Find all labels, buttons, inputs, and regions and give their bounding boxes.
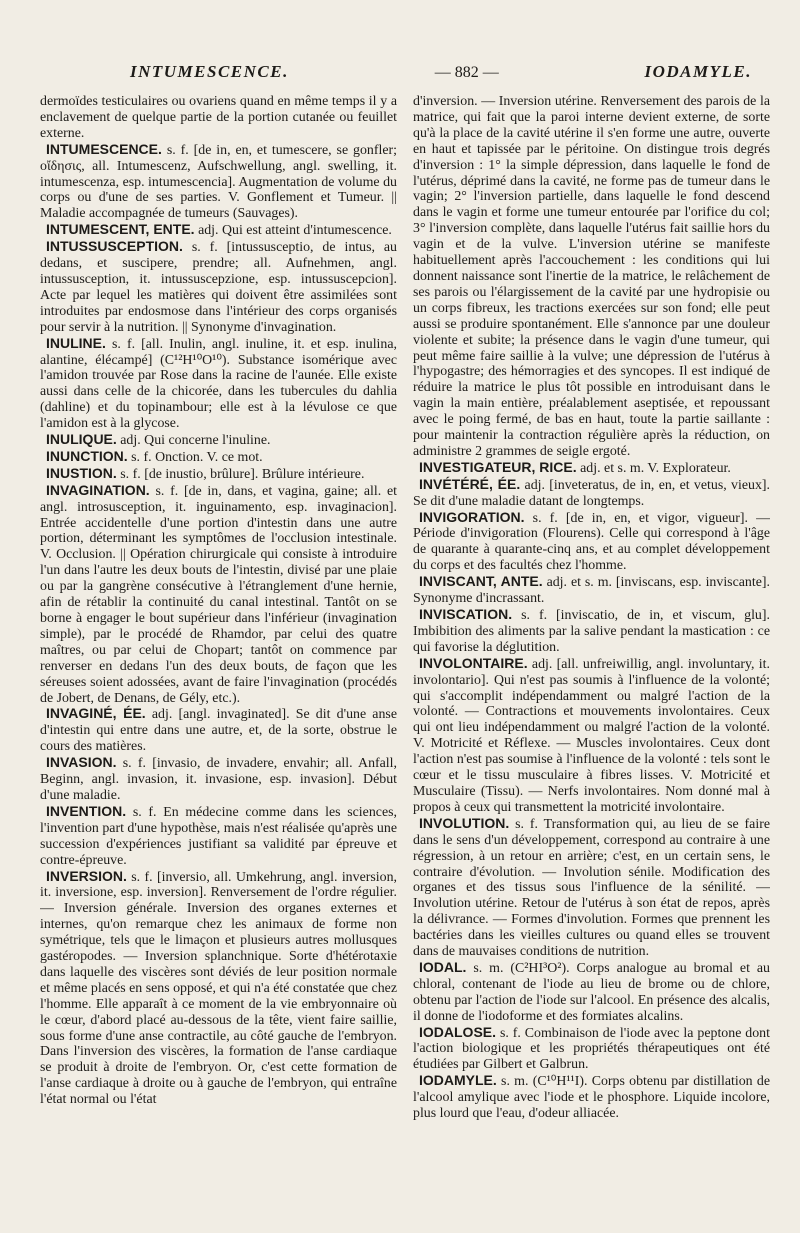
dictionary-entry bbox=[413, 1073, 770, 1122]
entry-headword: INVISCATION. bbox=[419, 606, 513, 622]
entry-headword: INVENTION. bbox=[46, 802, 127, 819]
dictionary-entry bbox=[40, 432, 397, 449]
entry-definition: adj. [all. unfreiwillig, angl. involuntary, it. involontario]. Qui n'est pas soumis à l'influence de la volonté; qui s'accomplit indépendamment ou malgré l'action de la volonté. — Contractions et mouvements involontaires. Ceux qui ont lieu indépendamment ou malgré l'action de la volonté. V. Motricité et Réflexe. — Muscles involontaires. Ceux dont l'action n'est pas soumise à l'influence de la volonté : tels sont le cœur et le tissu musculaire à fibres lisses. V. Motricité et Musculaire (Tissu). — Nerfs involontaires. Nom donné mal à propos à ceux qui transmettent la motricité involontaire. bbox=[413, 656, 770, 815]
entry-definition: adj. Qui est atteint d'intumescence. bbox=[198, 223, 392, 239]
dictionary-entry bbox=[413, 816, 770, 960]
entry-headword: INVIGORATION. bbox=[419, 508, 525, 525]
dictionary-entry bbox=[40, 483, 397, 707]
entry-definition: s. f. En médecine comme dans les sciences, l'invention part d'une hypothèse, mais n'est réalisée qu'après une succession d'expériences justifiant sa validité par épreuve et contre-épreuve. bbox=[40, 804, 397, 868]
entry-definition: adj. Qui concerne l'inuline. bbox=[120, 433, 271, 449]
dictionary-entry bbox=[40, 142, 397, 223]
entry-definition: adj. [angl. invaginated]. Se dit d'une anse d'intestin qui entre dans une autre, et, de la sorte, obstrue le cours des matières. bbox=[40, 707, 397, 755]
entry-definition: s. f. [de in, dans, et vagina, gaine; all. et angl. introsusception, it. inguinamento, esp. invaginacion]. Entrée accidentelle d'une portion d'intestin dans une autre portion, déterminant les symptômes de l'occlusion intestinale. V. Occlusion. || Opération chirurgicale qui consiste à introduire l'un dans l'autre les deux bouts de l'intestin, divisé par une plaie ou par la gangrène consécutive à l'étranglement d'une hernie, afin de rétablir la continuité du canal intestinal. Tantôt on se borne à engager le bout supérieur dans l'inférieur (invagination simple), par le procédé de Rhamdor, par celui des quatre maîtres, ou par celui de Chopart; tantôt on commence par renverser en dedans l'un des deux bouts, de façon que les séreuses soient adossées, avant de faire l'invagination (procédés de Jobert, de Denans, de Gély, etc.). bbox=[40, 483, 397, 706]
entry-definition: s. f. [intussusceptio, de intus, au dedans, et suscipere, prendre; all. Aufnehmen, angl. intussusception, it. intussuscepzione, esp. intussuscepcion]. Acte par lequel les matières qui doivent être assimilées sont introduites par endosmose dans l'intérieur des corps organisés pour servir à la nutrition. || Synonyme d'invagination. bbox=[40, 240, 397, 335]
entry-definition: adj. et s. m. V. Explorateur. bbox=[580, 460, 731, 476]
entry-headword: INVÉTÉRÉ, ÉE. bbox=[419, 475, 521, 492]
entry-continuation bbox=[413, 94, 770, 460]
entry-headword: INULIQUE. bbox=[46, 431, 117, 448]
entry-definition: s. m. (C²HI³O²). Corps analogue au bromal et au chloral, contenant de l'iode au lieu de brome ou de chlore, obtenu par l'action de l'iode sur l'alcool. En présence des alcalis, il donne de l'iodoforme et des formiates alcalins. bbox=[413, 960, 770, 1024]
dictionary-entry bbox=[40, 466, 397, 483]
entry-headword: IODAMYLE. bbox=[419, 1072, 497, 1089]
dictionary-entry bbox=[40, 449, 397, 466]
dictionary-entry bbox=[40, 869, 397, 1109]
dictionary-entry bbox=[40, 706, 397, 755]
two-column-text bbox=[40, 94, 770, 1233]
entry-definition: s. f. Combinaison de l'iode avec la peptone dont l'action biologique et les propriétés thérapeutiques ont été étudiées par Gilbert et Galbrun. bbox=[413, 1025, 770, 1073]
dictionary-entry bbox=[413, 460, 770, 477]
dictionary-entry bbox=[413, 607, 770, 656]
entry-headword: IODAL. bbox=[419, 958, 467, 975]
right-column bbox=[413, 94, 770, 1233]
entry-headword: INTUSSUSCEPTION. bbox=[46, 238, 183, 255]
entry-headword: INVASION. bbox=[46, 754, 117, 771]
entry-headword: INTUMESCENCE. bbox=[46, 140, 162, 157]
entry-definition: s. f. [de inustio, brûlure]. Brûlure intérieure. bbox=[120, 466, 365, 482]
dictionary-entry bbox=[40, 804, 397, 869]
dictionary-entry bbox=[40, 336, 397, 432]
entry-definition: s. f. [invasio, de invadere, envahir; all. Anfall, Beginn, angl. invasion, it. invasione, esp. invasion]. Début d'une maladie. bbox=[40, 756, 397, 803]
running-header bbox=[130, 62, 752, 88]
entry-headword: IODALOSE. bbox=[419, 1023, 497, 1040]
dictionary-entry bbox=[40, 222, 397, 239]
page-number: — 882 — bbox=[434, 64, 499, 81]
dictionary-entry bbox=[413, 477, 770, 510]
entry-definition: s. f. [all. Inulin, angl. inuline, it. et esp. inulina, alantine, élécampé] (C¹²H¹⁰O¹⁰). Substance isomérique avec l'amidon trouvée par Rose dans la racine de l'aunée. Elle existe aussi dans celle de la chicorée, dans les tubercules du dahlia (dahline) et du topinambour; elle est à la lévulose ce que l'amidon est à la glycose. bbox=[40, 336, 397, 432]
header-left-guide-word: INTUMESCENCE. bbox=[130, 62, 289, 81]
dictionary-entry bbox=[40, 239, 397, 335]
entry-headword: INVOLONTAIRE. bbox=[419, 654, 528, 671]
header-right-guide-word: IODAMYLE. bbox=[644, 62, 752, 81]
entry-definition: dermoïdes testiculaires ou ovariens quand en même temps il y a enclavement de quelque partie de la portion cutanée ou feuillet externe. bbox=[40, 94, 397, 141]
entry-definition: s. f. Transformation qui, au lieu de se faire dans le sens d'un développement, correspond au contraire à une régression, à un retour en arrière; c'est, en un certain sens, le contraire d'évolution. — Involution sénile. Modification des organes et des tissus sous l'influence de la sénilité. — Involution utérine. Retour de l'utérus à son état de repos, après la délivrance. — Formes d'involution. Formes que prennent les bactéries dans les vieilles cultures ou quand elles se trouvent dans de mauvaises conditions de nutrition. bbox=[413, 816, 770, 960]
entry-headword: INVISCANT, ANTE. bbox=[419, 573, 543, 590]
entry-continuation bbox=[40, 94, 397, 142]
left-column bbox=[40, 94, 397, 1233]
entry-definition: d'inversion. — Inversion utérine. Renversement des parois de la matrice, qui fait que la paroi interne devient externe, de sorte qu'à la place de la cavité utérine il s'en forme une autre, ouverte en haut et tapissée par le péritoine. On distingue trois degrés d'inversion : 1° la simple dépression, dans laquelle le fond de l'utérus, déprimé dans la cavité, ne forme pas de tumeur dans le vagin; 2° l'inversion partielle, dans laquelle le fond descend dans le vagin et forme une tumeur entourée par l'orifice du col; 3° l'inversion complète, dans laquelle l'utérus fait saillie hors du vagin et de la vulve. L'inversion utérine se manifeste habituellement après l'accouchement : les conditions qui lui donnent naissance sont l'inertie de la matrice, le relâchement de ses parois ou l'élargissement de la cavité par une hydropisie ou un corps fibreux, les tractions exercées sur son fond; elle peut aussi se produire spontanément. Elle s'annonce par une douleur violente et subite; la présence dans le vagin d'une tumeur, qui peut même faire saillie à la vulve; une dépression de l'utérus à l'hypogastre; des hémorragies et des syncopes. Il est indiqué de réduire la matrice le plus tôt possible en introduisant dans le vagin la main entière, préalablement aseptisée, et repoussant avec le poing fermé, de bas en haut, toute la partie saillante : pour maintenir la contraction régulière après la réduction, on administre 2 grammes de seigle ergoté. bbox=[413, 94, 770, 459]
entry-headword: INVAGINATION. bbox=[46, 481, 150, 498]
dictionary-entry bbox=[413, 1025, 770, 1074]
entry-definition: adj. et s. m. [inviscans, esp. inviscante]. Synonyme d'incrassant. bbox=[413, 575, 770, 607]
entry-headword: INULINE. bbox=[46, 334, 106, 351]
entry-definition: s. f. [inversio, all. Umkehrung, angl. inversion, it. inversione, esp. inversion]. Renversement de l'ordre régulier. — Inversion générale. Inversion des organes externes et internes, qu'on remarque chez les animaux de forme non symétrique, tels que le limaçon et plusieurs autres mollusques gastéropodes. — Inversion splanchnique. Sorte d'hétérotaxie dans laquelle des viscères sont déviés de leur position normale et même placés en sens opposé, et qui n'a été constatée que chez l'homme. Elle apparaît à ce moment de la vie embryonnaire où le cœur, d'abord placé au-dessous de la tête, vient faire saillie, sous forme d'une anse contractile, au côté gauche de l'embryon. Dans l'inversion des viscères, la formation de l'anse cardiaque se produit à droite de l'embryon. Or, c'est cette formation de l'anse cardiaque à droite ou à gauche de l'embryon, qui entraîne l'état normal ou l'état bbox=[40, 869, 397, 1108]
entry-headword: INUSTION. bbox=[46, 464, 117, 481]
entry-definition: adj. [inveteratus, de in, en, et vetus, vieux]. Se dit d'une maladie datant de longtemps. bbox=[413, 477, 770, 509]
entry-definition: s. f. [inviscatio, de in, et viscum, glu]. Imbibition des aliments par la salive pendant la mastication : ce qui favorise la déglutition. bbox=[413, 608, 770, 655]
entry-definition: s. m. (C¹⁰H¹¹I). Corps obtenu par distillation de l'alcool amylique avec l'iode et le phosphore. Liquide incolore, plus lourd que l'eau, d'odeur alliacée. bbox=[413, 1074, 770, 1122]
dictionary-entry bbox=[40, 755, 397, 804]
entry-headword: INVOLUTION. bbox=[419, 814, 510, 831]
dictionary-entry bbox=[413, 960, 770, 1025]
entry-headword: INVESTIGATEUR, RICE. bbox=[419, 458, 577, 475]
entry-headword: INVAGINÉ, ÉE. bbox=[46, 705, 146, 722]
dictionary-entry bbox=[413, 656, 770, 816]
entry-headword: INUNCTION. bbox=[46, 447, 128, 464]
dictionary-entry bbox=[413, 510, 770, 575]
entry-definition: s. f. [de in, en, et vigor, vigueur]. — Période d'invigoration (Flourens). Celle qui correspond à l'âge de quarante à quarante-cinq ans, et au complet développement du corps et des facultés chez l'homme. bbox=[413, 510, 770, 574]
entry-headword: INVERSION. bbox=[46, 867, 127, 884]
dictionary-entry bbox=[413, 574, 770, 607]
entry-definition: s. f. [de in, en, et tumescere, se gonfler; οἴδησις, all. Intumescenz, Aufschwellung, angl. swelling, it. intumescenza, esp. intumescencia]. Augmentation de volume du corps ou d'une de ses parties. V. Gonflement et Tumeur. || Maladie accompagnée de tumeurs (Sauvages). bbox=[40, 142, 397, 222]
entry-headword: INTUMESCENT, ENTE. bbox=[46, 221, 195, 238]
entry-definition: s. f. Onction. V. ce mot. bbox=[131, 449, 263, 465]
